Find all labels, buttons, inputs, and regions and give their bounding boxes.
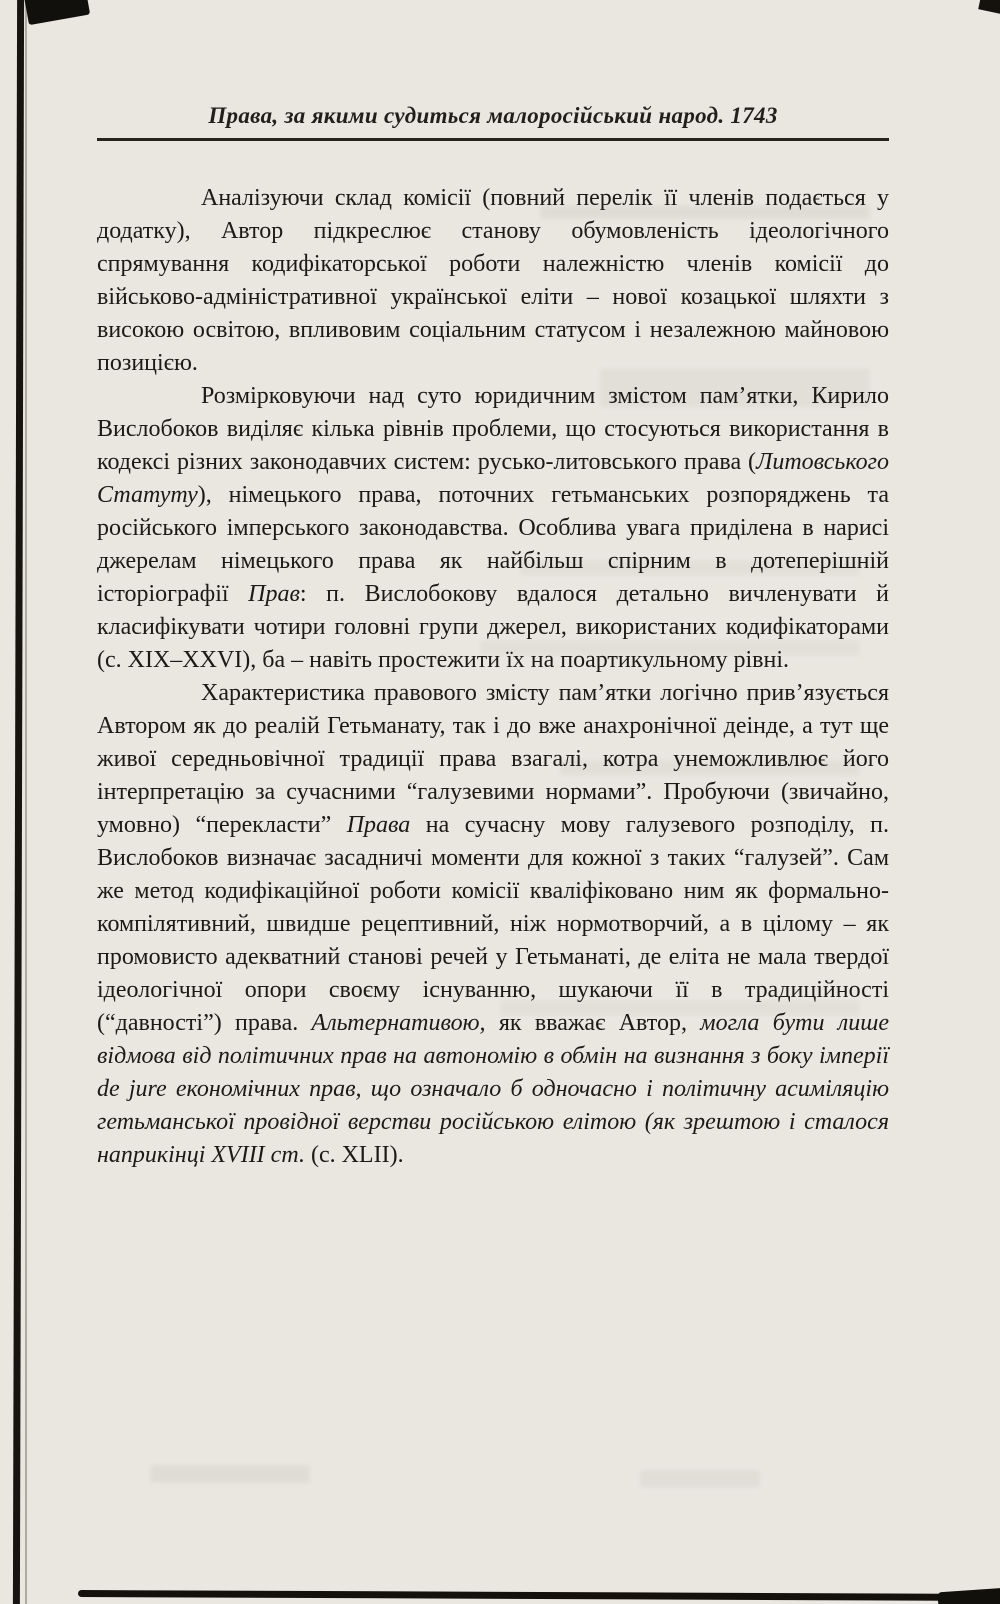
text-run: Характеристика правового змісту пам’ятки логічно прив’язується Автором як до реалій Гетьманату, так і до вже анахронічної деінде, а тут ще живої середньовічної традиції права взагалі, котра унеможливлює його інтерпретацію за сучасними “галузевими нормами”. Пробуючи (звичайно, умовно) “перекласти” [97,680,889,838]
running-head [97,103,889,141]
bleedthrough-artifact [150,1465,310,1483]
text-run: Розмірковуючи над суто юридичним змістом пам’ятки, Кирило Вислобоков виділяє кілька рівнів проблеми, що стосуються використання в кодексі різних законодавчих систем: русько-литовського права ( [97,383,889,475]
text-run: Аналізуючи склад комісії (повний перелік її членів подається у додатку), Автор підкреслює станову обумовленість ідеологічного спрямування кодифікаторської роботи належністю членів комісії до військово-адміністративної української еліти – нової козацької шляхти з високою освітою, впливовим соціальним статусом і незалежною майновою позицією. [97,185,889,376]
italic-text-run: Литовського Статуту [97,449,889,508]
page-content [97,103,889,1172]
paragraph [97,380,889,677]
text-run: (с. XLII). [304,1142,404,1168]
scan-corner-mark-top-left [24,0,90,25]
italic-text-run: могла бути лише відмова від політичних прав на автономію в обмін на визнання з боку імперії de jure економічних прав, що означало б одночасно і політичну асиміляцію гетьманської провідної верстви російською елітою (як зрештою і сталося наприкінці XVIII ст. [97,1010,889,1168]
scan-bottom-edge-line [78,1590,1000,1601]
italic-text-run: Альтернативою, [311,1010,486,1036]
paragraph [97,677,889,1172]
text-run: на сучасну мову галузевого розподілу, п. Вислобоков визначає засадничі моменти для кожної з таких “галузей”. Сам же метод кодифікаційної роботи комісії кваліфіковано ним як формально-компілятивний, швидше рецептивний, ніж нормотворчий, а в цілому – як промовисто адекватний станові речей у Гетьманаті, де еліта не мала твердої ідеологічної опори своєму існуванню, шукаючи її в традиційності (“давності”) права. [97,812,889,1036]
scan-binding-edge-shadow [25,0,27,1604]
scan-bottom-corner-mark [937,1588,1000,1604]
text-run: як вважає Автор, [485,1010,701,1036]
scan-corner-mark-top-right [978,0,1000,14]
bleedthrough-artifact [640,1470,760,1488]
paragraph [97,182,889,380]
text-run: : п. Вислобокову вдалося детально вичленувати й класифікувати чотири головні групи джерел, використаних кодифікаторами (с. XIX–XXVI), ба – навіть простежити їх на поартикульному рівні. [97,581,889,673]
page-body [97,182,889,1172]
running-head-rule [97,138,889,141]
italic-text-run: Прав [248,581,300,607]
running-head-title: Права, за якими судиться малоросійський народ. 1743 [208,103,778,128]
text-run: ), німецького права, поточних гетьманських розпоряджень та російського імперського законодавства. Особлива увага приділена в нарисі джерелам німецького права як найбільш спірним в дотеперішній історіографії [97,482,889,607]
italic-text-run: Права [346,812,411,838]
scan-binding-edge-line [13,0,24,1604]
